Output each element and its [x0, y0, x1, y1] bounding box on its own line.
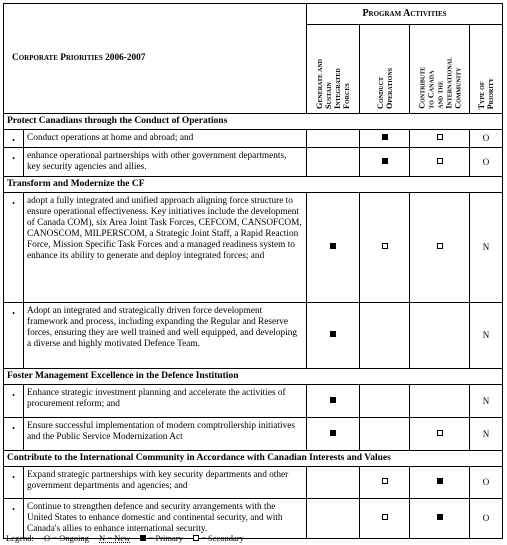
- secondary-square-icon: [437, 430, 443, 436]
- priority-type: N: [470, 303, 503, 369]
- priority-type: O: [470, 130, 503, 148]
- priority-text: enhance operational partnerships with other government departments, key security agencies and allies.: [24, 148, 307, 177]
- legend-label: Legend:: [6, 533, 34, 543]
- contribute-cell: [410, 499, 470, 539]
- contribute-cell: [410, 418, 470, 451]
- bullet-icon: •: [12, 136, 15, 145]
- program-activities-title: Program Activities: [362, 8, 447, 19]
- bullet-icon: •: [12, 391, 15, 400]
- generate-cell: [307, 130, 360, 148]
- section-title: Foster Management Excellence in the Defence Institution: [4, 369, 503, 385]
- secondary-square-icon: [382, 243, 388, 249]
- priority-text: Ensure successful implementation of modern comptrollership initiatives and the Public Service Modernization Act: [24, 418, 307, 451]
- bullet-icon: •: [12, 473, 15, 482]
- section-header-row: [4, 369, 503, 385]
- section-title: Contribute to the International Community in Accordance with Canadian Interests and Values: [4, 451, 503, 467]
- bullet-cell: [4, 418, 24, 451]
- bullet-icon: •: [12, 505, 15, 514]
- secondary-square-icon: [437, 134, 443, 140]
- conduct-cell: [360, 499, 410, 539]
- secondary-square-icon: [437, 158, 443, 164]
- section-title: Protect Canadians through the Conduct of Operations: [4, 114, 503, 130]
- priority-type: O: [470, 467, 503, 499]
- primary-square-icon: [437, 478, 443, 484]
- legend-primary: [140, 533, 182, 543]
- col-type-label: Type of Priority: [477, 77, 495, 109]
- col-contribute-label: Contribute to Canada and the International Community: [417, 57, 462, 109]
- conduct-cell: [360, 467, 410, 499]
- col-generate-header: [307, 25, 360, 114]
- contribute-cell: [410, 385, 470, 418]
- corporate-priorities-header: [4, 4, 307, 114]
- bullet-cell: [4, 148, 24, 177]
- priority-type: O: [470, 148, 503, 177]
- secondary-square-icon: [437, 243, 443, 249]
- table-row: [4, 303, 503, 369]
- priority-type: O: [470, 499, 503, 539]
- legend-secondary-text: = Secondary: [201, 533, 244, 543]
- section-header-row: [4, 177, 503, 193]
- primary-square-icon: [330, 243, 336, 249]
- priority-text: Enhance strategic investment planning and accelerate the activities of procurement reform; and: [24, 385, 307, 418]
- bullet-cell: [4, 385, 24, 418]
- section-title: Transform and Modernize the CF: [4, 177, 503, 193]
- bullet-cell: [4, 303, 24, 369]
- col-generate-label: Generate and Sustain Integrated Forces: [315, 59, 351, 109]
- table-row: [4, 418, 503, 451]
- header-row-top: [4, 4, 503, 25]
- primary-square-icon: [140, 535, 146, 541]
- bullet-icon: •: [12, 199, 15, 208]
- bullet-icon: •: [12, 424, 15, 433]
- legend-secondary: [193, 533, 244, 543]
- conduct-cell: [360, 193, 410, 303]
- priority-text: Continue to strengthen defence and security arrangements with the United States to enhance domestic and continental security, and with Canada's allies to enhance international security.: [24, 499, 307, 539]
- priorities-table: [3, 3, 503, 539]
- priority-text: Adopt an integrated and strategically driven force development framework and process, including expanding the Regular and Reserve forces, ensuring they are well trained and well equipped, and developing a diverse and highly motivated Defence Team.: [24, 303, 307, 369]
- corporate-priorities-title: Corporate Priorities 2006-2007: [12, 53, 146, 63]
- secondary-square-icon: [193, 535, 199, 541]
- contribute-cell: [410, 193, 470, 303]
- conduct-cell: [360, 303, 410, 369]
- col-conduct-header: [360, 25, 410, 114]
- primary-square-icon: [382, 158, 388, 164]
- col-conduct-label: Conduct Operations: [375, 68, 394, 109]
- generate-cell: [307, 193, 360, 303]
- generate-cell: [307, 385, 360, 418]
- legend-new: N = New: [99, 533, 131, 543]
- contribute-cell: [410, 467, 470, 499]
- priority-type: N: [470, 385, 503, 418]
- generate-cell: [307, 303, 360, 369]
- table-row: [4, 193, 503, 303]
- generate-cell: [307, 418, 360, 451]
- conduct-cell: [360, 130, 410, 148]
- generate-cell: [307, 467, 360, 499]
- bullet-icon: •: [12, 309, 15, 318]
- secondary-square-icon: [382, 478, 388, 484]
- primary-square-icon: [382, 134, 388, 140]
- generate-cell: [307, 148, 360, 177]
- priority-text: Expand strategic partnerships with key security departments and other government departments and agencies; and: [24, 467, 307, 499]
- priority-type: N: [470, 193, 503, 303]
- contribute-cell: [410, 148, 470, 177]
- section-header-row: [4, 451, 503, 467]
- legend-primary-text: = Primary: [148, 533, 183, 543]
- contribute-cell: [410, 303, 470, 369]
- priority-type: N: [470, 418, 503, 451]
- col-type-header: [470, 25, 503, 114]
- legend: [6, 533, 252, 543]
- legend-ongoing: O = Ongoing: [43, 533, 89, 543]
- priority-text: adopt a fully integrated and unified approach aligning force structure to ensure operational effectiveness. Key initiatives include the development of Canada COM), six Area Joint Task Forces, CEFCOM, CANSOFCOM, CANOSCOM, MILPERSCOM, a Strategic Joint Staff, a Rapid Reaction Force, Mission Specific Task Forces and a managed readiness system to enhance its ability to generate and deploy integrated forces; and: [24, 193, 307, 303]
- conduct-cell: [360, 385, 410, 418]
- table-row: [4, 130, 503, 148]
- priority-text: Conduct operations at home and abroad; and: [24, 130, 307, 148]
- col-contribute-header: [410, 25, 470, 114]
- generate-cell: [307, 499, 360, 539]
- bullet-icon: •: [12, 154, 15, 163]
- section-header-row: [4, 114, 503, 130]
- secondary-square-icon: [382, 514, 388, 520]
- bullet-cell: [4, 467, 24, 499]
- bullet-cell: [4, 130, 24, 148]
- table-row: [4, 385, 503, 418]
- contribute-cell: [410, 130, 470, 148]
- table-row: [4, 467, 503, 499]
- primary-square-icon: [437, 514, 443, 520]
- conduct-cell: [360, 148, 410, 177]
- program-activities-header: [307, 4, 503, 25]
- conduct-cell: [360, 418, 410, 451]
- table-row: [4, 148, 503, 177]
- primary-square-icon: [330, 430, 336, 436]
- primary-square-icon: [330, 397, 336, 403]
- bullet-cell: [4, 193, 24, 303]
- primary-square-icon: [330, 331, 336, 337]
